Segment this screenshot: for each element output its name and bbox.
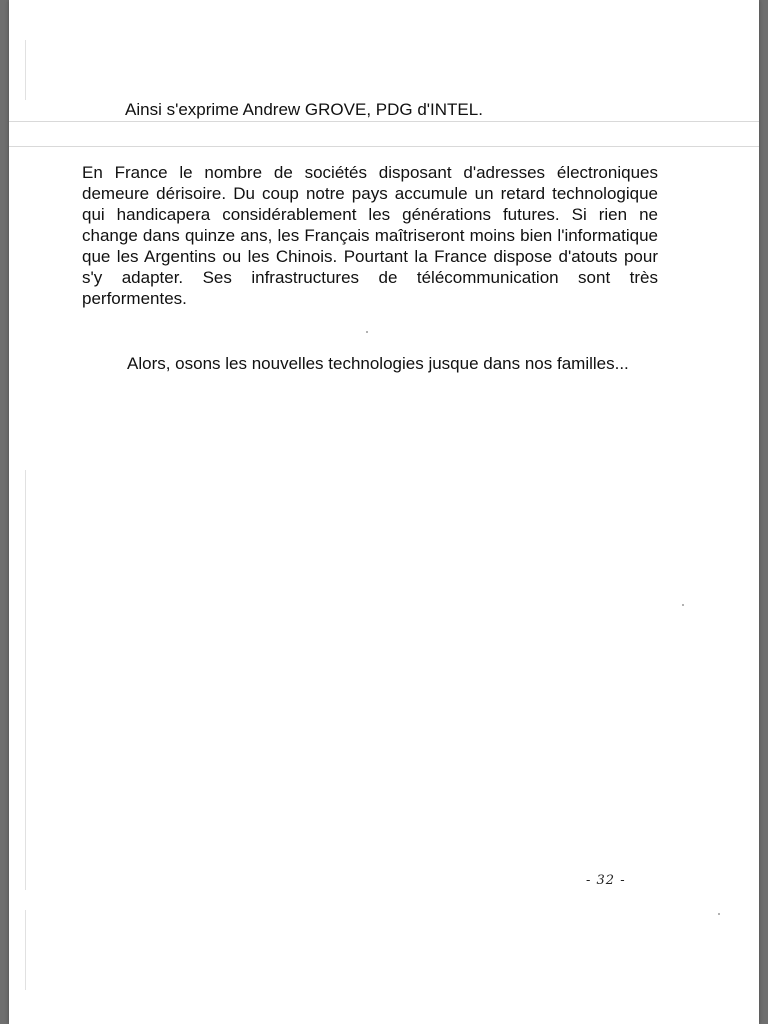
quote-attribution: Ainsi s'exprime Andrew GROVE, PDG d'INTEL. [125,100,483,119]
binding-mark [25,40,26,100]
body-paragraph: En France le nombre de sociétés disposant d'adresses électroniques demeure dérisoire. Du coup notre pays accumule un retard technologique qui handicapera considérablement les générations futures. Si rien ne change dans quinze ans, les Français maîtriseront moins bien l'informatique que les Argentins ou les Chinois. Pourtant la France dispose d'atouts pour s'y adapter. Ses infrastructures de télécommunication sont très performentes. [82,163,658,308]
scan-speck [366,331,368,333]
scan-speck [682,604,684,606]
page-number: - 32 - [586,873,626,888]
binding-mark [25,910,26,990]
closing-line: Alors, osons les nouvelles technologies jusque dans nos familles... [127,354,629,373]
scan-line [9,121,759,122]
document-page [9,0,759,1024]
scan-line [9,146,759,147]
scan-speck [718,913,720,915]
binding-mark [25,470,26,890]
